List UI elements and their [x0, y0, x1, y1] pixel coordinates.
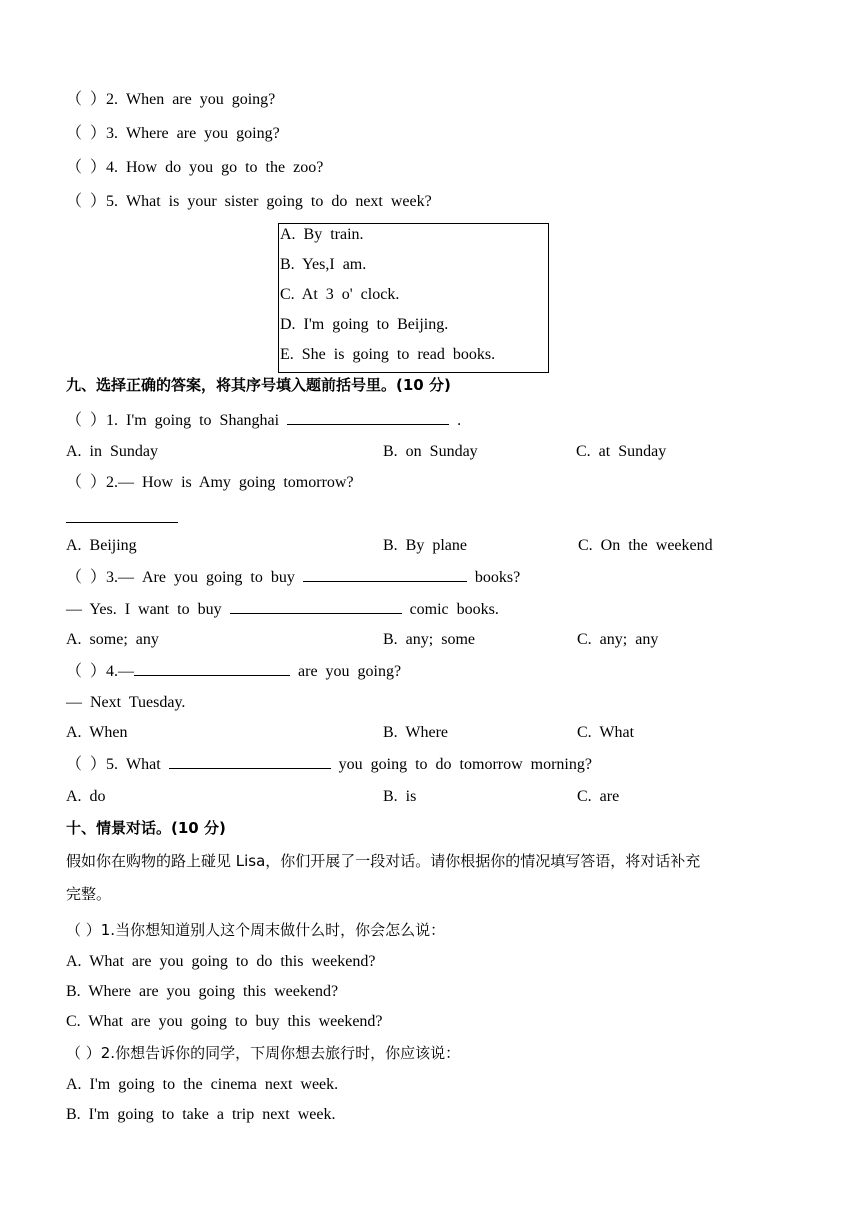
box-option-d: D. I'm going to Beijing.: [280, 316, 449, 333]
s9-q2-option-c: C. On the weekend: [578, 537, 713, 554]
s9-q4-response: — Next Tuesday.: [66, 694, 186, 711]
match-item-4: （ ）4. How do you go to the zoo?: [66, 159, 324, 176]
s9-q3-option-b: B. any; some: [383, 631, 475, 648]
s10-q1-option-c: C. What are you going to buy this weekend?: [66, 1013, 383, 1030]
s9-q4-option-b: B. Where: [383, 724, 449, 741]
box-option-b: B. Yes,I am.: [280, 256, 367, 273]
section10-heading: 十、情景对话。(10 分): [66, 819, 226, 837]
s9-q1-option-c: C. at Sunday: [576, 443, 667, 460]
s10-q1-option-a: A. What are you going to do this weekend?: [66, 953, 376, 970]
s9-q5-option-b: B. is: [383, 788, 417, 805]
s9-q3-resp-b: comic books.: [409, 601, 499, 618]
s9-q1-blank[interactable]: [287, 410, 449, 425]
s9-q2-option-a: A. Beijing: [66, 537, 137, 554]
s9-q3-response: [66, 599, 499, 620]
s9-q5-option-a: A. do: [66, 788, 106, 805]
s9-q1-option-a: A. in Sunday: [66, 443, 158, 460]
s9-q3-option-c: C. any; any: [577, 631, 659, 648]
s9-q3-resp-a: — Yes. I want to buy: [66, 601, 222, 618]
s9-q5-text-b: you going to do tomorrow morning?: [338, 756, 592, 773]
s9-q4-option-a: A. When: [66, 724, 128, 741]
box-option-a: A. By train.: [280, 226, 364, 243]
s9-q4-option-c: C. What: [577, 724, 635, 741]
s9-q3-blank-1[interactable]: [303, 567, 467, 582]
s9-q5-blank[interactable]: [169, 754, 331, 769]
section9-heading: 九、选择正确的答案，将其序号填入题前括号里。(10 分): [66, 376, 451, 394]
box-option-e: E. She is going to read books.: [280, 346, 496, 363]
box-option-c: C. At 3 o' clock.: [280, 286, 400, 303]
match-item-5: （ ）5. What is your sister going to do next week?: [66, 193, 432, 210]
s9-q2: （ ）2.— How is Amy going tomorrow?: [66, 474, 354, 491]
s10-q2-option-a: A. I'm going to the cinema next week.: [66, 1076, 339, 1093]
section10-intro-line2: 完整。: [66, 885, 112, 903]
s10-q2-option-b: B. I'm going to take a trip next week.: [66, 1106, 336, 1123]
s9-q5-option-c: C. are: [577, 788, 620, 805]
s9-q3-blank-2[interactable]: [230, 599, 402, 614]
section10-intro-line1: 假如你在购物的路上碰见 Lisa，你们开展了一段对话。请你根据你的情况填写答语，将对话补充: [66, 852, 701, 870]
s9-q4-text-b: are you going?: [298, 663, 402, 680]
s9-q4-text-a: （ ）4.—: [66, 663, 135, 680]
s9-q1-end: .: [457, 412, 462, 429]
s9-q3: [66, 567, 520, 588]
s9-q3-text-b: books?: [474, 569, 521, 586]
s9-q3-option-a: A. some; any: [66, 631, 159, 648]
s10-q1: （ ）1.当你想知道别人这个周末做什么时，你会怎么说：: [66, 921, 446, 939]
s10-q2: （ ）2.你想告诉你的同学，下周你想去旅行时，你应该说：: [66, 1044, 461, 1062]
s9-q1-option-b: B. on Sunday: [383, 443, 478, 460]
s10-q1-option-b: B. Where are you going this weekend?: [66, 983, 339, 1000]
s9-q5-text-a: （ ）5. What: [66, 756, 161, 773]
s9-q1-text: （ ）1. I'm going to Shanghai: [66, 412, 280, 429]
s9-q4-blank[interactable]: [134, 661, 290, 676]
match-item-2: （ ）2. When are you going?: [66, 91, 276, 108]
s9-q4: [66, 661, 401, 682]
s9-q1: [66, 410, 461, 431]
match-item-3: （ ）3. Where are you going?: [66, 125, 280, 142]
s9-q2-option-b: B. By plane: [383, 537, 467, 554]
s9-q2-answer-blank[interactable]: [66, 522, 178, 523]
s9-q5: [66, 754, 592, 775]
s9-q3-text-a: （ ）3.— Are you going to buy: [66, 569, 295, 586]
